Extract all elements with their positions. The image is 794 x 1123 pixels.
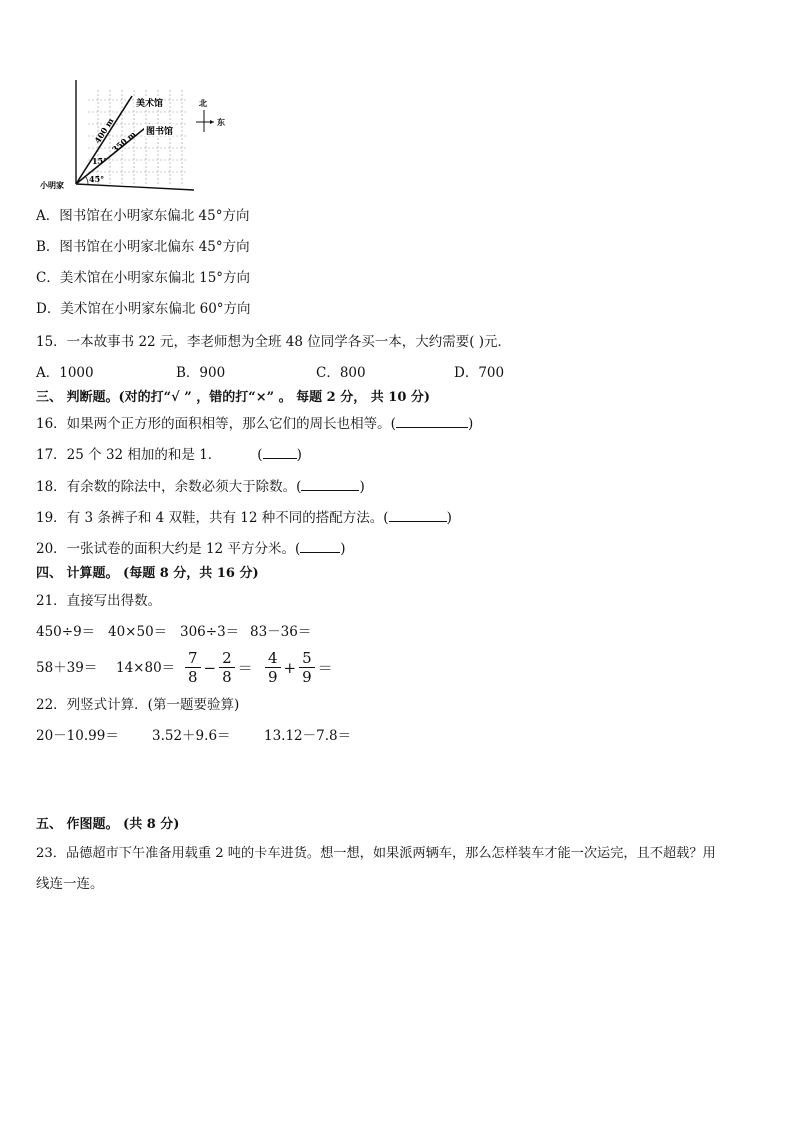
q15-option-c: C．800 [316, 365, 366, 381]
home-label: 小明家 [40, 180, 64, 190]
q16 [36, 415, 473, 433]
vertical-calc-2: 3.52＋9.6＝ [152, 728, 231, 744]
section3-title: 三、 判断题。(对的打“√ ” ，错的打“×” 。 每题 2 分， 共 10 分) [36, 390, 431, 405]
vertical-calc-3: 13.12－7.8＝ [264, 728, 352, 744]
compass-icon [196, 98, 225, 132]
q19-close: ) [446, 510, 452, 526]
q15-option-d: D．700 [454, 365, 505, 381]
q20-text: 20．一张试卷的面积大约是 12 平方分米。( [36, 541, 301, 557]
q18-text: 18．有余数的除法中，余数必须大于除数。( [36, 479, 302, 495]
q17-close: ) [296, 447, 302, 463]
q15-option-b: B．900 [176, 365, 226, 381]
fraction-expression-1 [184, 649, 255, 686]
section5-title: 五、 作图题。 (共 8 分) [36, 817, 180, 832]
calc-6: 14×80＝ [116, 660, 176, 676]
calc-2: 40×50＝ [108, 624, 168, 640]
fraction-5-9: $\frac{5}{9}$ [299, 649, 315, 686]
q23-line1: 23．品德超市下午准备用载重 2 吨的卡车进货。想一想，如果派两辆车，那么怎样装车才能一次运完，且不超载？用 [36, 846, 716, 861]
direction-map-figure [36, 72, 236, 197]
q14-option-b: B．图书馆在小明家北偏东 45°方向 [36, 239, 250, 255]
fraction-2-8: $\frac{2}{8}$ [219, 649, 235, 686]
section4-title: 四、 计算题。 (每题 8 分，共 16 分) [36, 566, 259, 581]
q14-option-a: A．图书馆在小明家东偏北 45°方向 [36, 208, 250, 224]
plus-sign: + [283, 658, 297, 677]
q18-answer-blank[interactable] [301, 478, 359, 491]
q18 [36, 478, 365, 496]
calc-5: 58＋39＝ [36, 660, 98, 676]
north-label: 北 [199, 98, 207, 108]
angle-15-label: 15° [92, 156, 108, 166]
map-east-axis [76, 184, 194, 190]
q17-open: ( [257, 447, 263, 463]
library-ray [76, 124, 150, 184]
museum-distance: 400 m [92, 116, 116, 146]
fraction-7-8: $\frac{7}{8}$ [185, 649, 201, 686]
q17-answer-blank[interactable] [263, 446, 297, 459]
equals-sign: ＝ [317, 659, 333, 677]
q19 [36, 509, 452, 527]
library-label: 图书馆 [146, 127, 174, 137]
east-label: 东 [217, 117, 225, 127]
q14-option-c: C．美术馆在小明家东偏北 15°方向 [36, 270, 251, 286]
q19-answer-blank[interactable] [389, 509, 447, 522]
q20-close: ) [340, 541, 346, 557]
fraction-4-9: $\frac{4}{9}$ [265, 649, 281, 686]
q16-answer-blank[interactable] [396, 415, 468, 428]
q22-stem: 22．列竖式计算．(第一题要验算) [36, 697, 240, 713]
q16-text: 16．如果两个正方形的面积相等，那么它们的周长也相等。( [36, 416, 396, 432]
equals-sign: ＝ [237, 659, 253, 677]
calc-1: 450÷9＝ [36, 624, 96, 640]
q17-text: 17．25 个 32 相加的和是 1． [36, 447, 222, 463]
minus-sign: − [203, 658, 217, 677]
q14-option-d: D．美术馆在小明家东偏北 60°方向 [36, 301, 251, 317]
q21-stem: 21．直接写出得数。 [36, 593, 162, 609]
museum-label: 美术馆 [136, 99, 164, 109]
angle-45-label: 45° [89, 174, 105, 184]
q23-line2: 线连一连。 [36, 876, 104, 892]
q17 [36, 446, 302, 464]
fraction-expression-2 [264, 649, 335, 686]
q18-close: ) [359, 479, 365, 495]
vertical-calc-1: 20－10.99＝ [36, 728, 119, 744]
q19-text: 19．有 3 条裤子和 4 双鞋，共有 12 种不同的搭配方法。( [36, 510, 389, 526]
q20-answer-blank[interactable] [300, 540, 340, 553]
q16-close: ) [467, 416, 474, 432]
q15-option-a: A．1000 [36, 365, 94, 381]
calc-4: 83－36＝ [250, 624, 312, 640]
library-distance: 350 m [109, 128, 138, 155]
q15-stem: 15．一本故事书 22 元，李老师想为全班 48 位同学各买一本，大约需要( )元． [36, 334, 512, 350]
q20 [36, 540, 346, 558]
calc-3: 306÷3＝ [180, 624, 240, 640]
